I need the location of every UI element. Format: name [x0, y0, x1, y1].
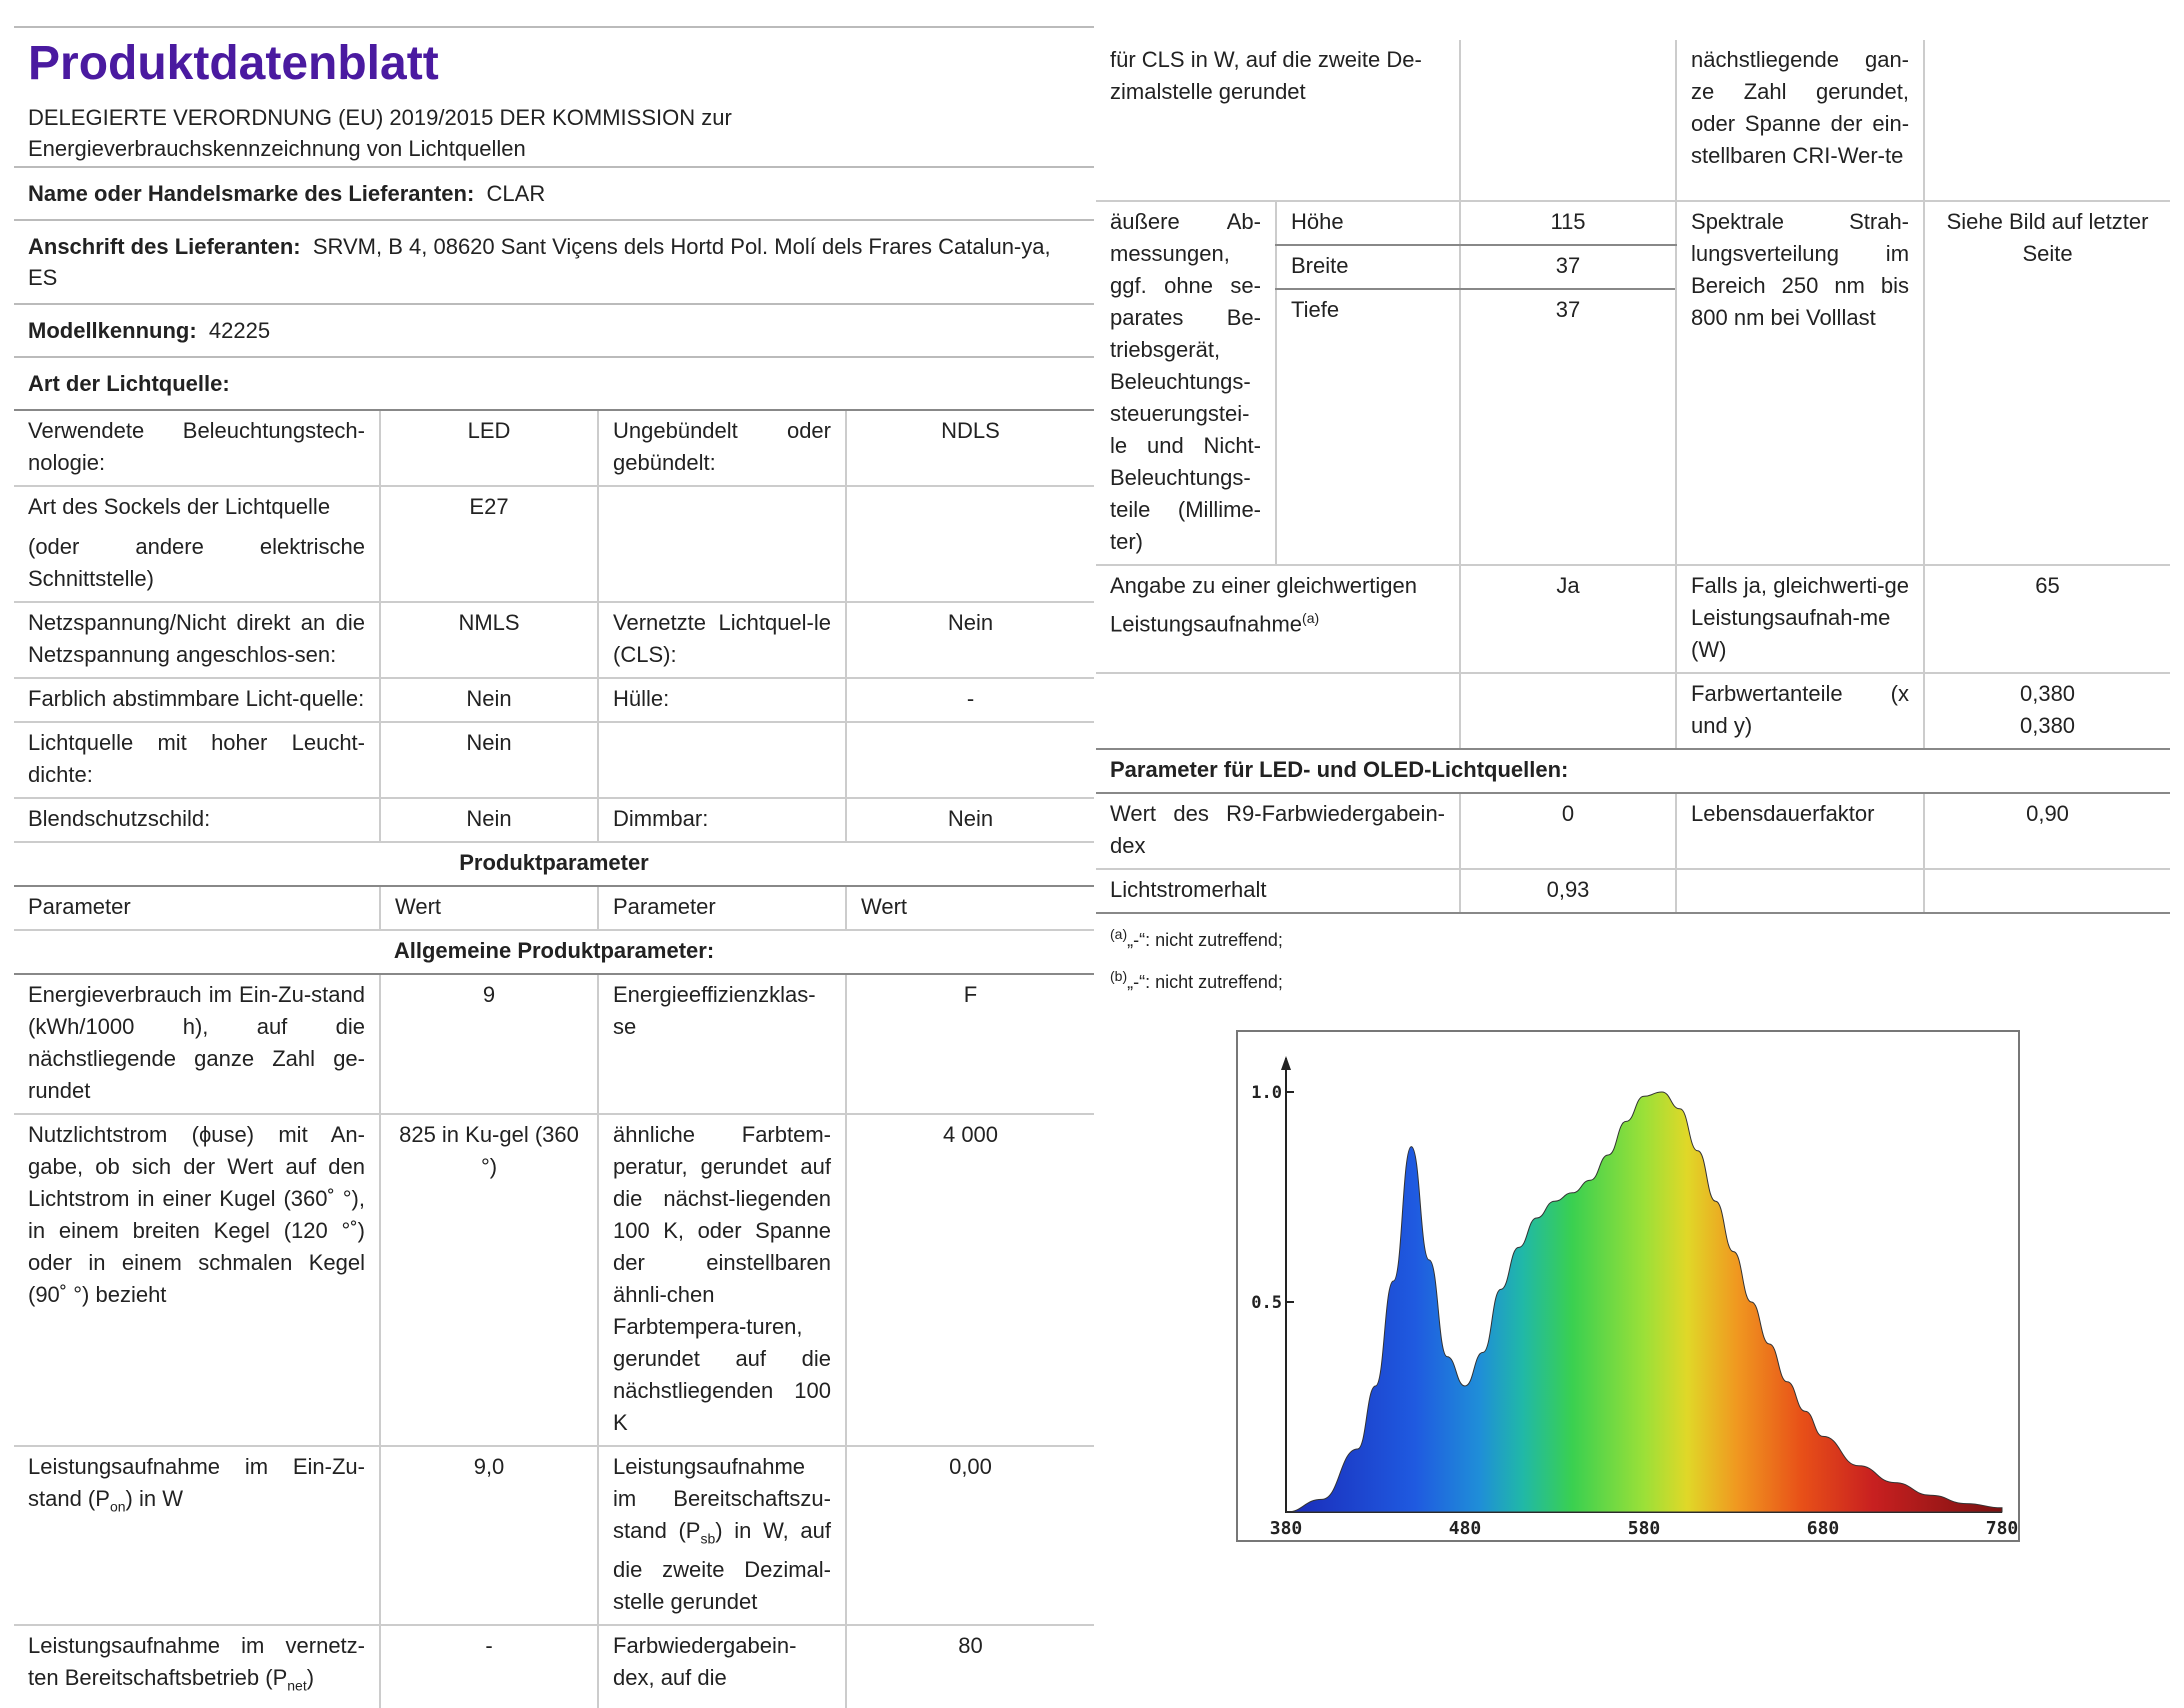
empty-cell — [1460, 40, 1676, 201]
param-value: 0 — [1460, 793, 1676, 869]
table-row — [14, 798, 1094, 842]
y-tick-label: 1.0 — [1251, 1083, 1282, 1103]
param-value: 825 in Ku-gel (360 °) — [380, 1114, 598, 1446]
model-value: 42225 — [208, 318, 271, 343]
table-row — [14, 411, 1094, 486]
regulation-line-2: Energieverbrauchskennzeichnung von Lichtquellen — [28, 136, 526, 161]
spectral-label: Spektrale Strah-lungsverteilung im Bereich 250 nm bis 800 nm bei Volllast — [1676, 201, 1924, 565]
param-value: NMLS — [380, 602, 598, 678]
empty-cell — [1460, 673, 1676, 749]
light-source-type-row — [14, 358, 1094, 411]
param-label — [1096, 565, 1460, 673]
param-value: Ja — [1460, 565, 1676, 673]
section-heading-row — [1096, 749, 2170, 793]
model-row — [14, 305, 1094, 358]
col-header-param-2: Parameter — [598, 886, 846, 930]
param-value: 9,0 — [380, 1446, 598, 1625]
param-label — [14, 486, 380, 602]
subscript: on — [109, 1498, 126, 1515]
table-row — [14, 722, 1094, 798]
col-header-value-2: Wert — [846, 886, 1094, 930]
section-heading-row — [14, 930, 1094, 974]
param-value — [1924, 673, 2170, 749]
footnote-mark: (b) — [1110, 968, 1128, 984]
param-value: Nein — [846, 798, 1094, 842]
subscript: sb — [700, 1530, 716, 1547]
supplier-name-row — [14, 168, 1094, 221]
param-label: Verwendete Beleuchtungstech-nologie: — [14, 411, 380, 486]
chroma-y: 0,380 — [2019, 713, 2076, 738]
light-source-type-label: Art der Lichtquelle: — [28, 371, 230, 396]
footnote-a — [1096, 916, 2170, 958]
col-header-value: Wert — [380, 886, 598, 930]
param-value: 80 — [846, 1625, 1094, 1707]
param-label: Wert des R9-Farbwiedergabein-dex — [1096, 793, 1460, 869]
empty-cell — [1096, 673, 1460, 749]
param-label: für CLS in W, auf die zweite De-zimalstelle gerundet — [1096, 40, 1460, 201]
table-row — [14, 1625, 1094, 1707]
param-value: 0,93 — [1460, 869, 1676, 913]
param-label: Falls ja, gleichwerti-ge Leistungsaufnah-me (W) — [1676, 565, 1924, 673]
dimension-name: Breite — [1276, 245, 1460, 289]
dimension-name: Höhe — [1276, 201, 1460, 245]
param-value: 65 — [1924, 565, 2170, 673]
regulation-line-1: DELEGIERTE VERORDNUNG (EU) 2019/2015 DER KOMMISSION zur — [28, 105, 732, 130]
param-label: Ungebündelt oder gebündelt: — [598, 411, 846, 486]
empty-cell — [1924, 869, 2170, 913]
y-tick-label: 0.5 — [1251, 1293, 1282, 1313]
param-value: - — [380, 1625, 598, 1707]
supplier-name-value: CLAR — [486, 181, 546, 206]
supplier-address-value: SRVM, B 4, 08620 Sant Viçens dels Hortd Pol. Molí dels Frares Catalun-ya, ES — [28, 234, 1051, 290]
param-value: 9 — [380, 974, 598, 1114]
dimensions-label: äußere Ab-messungen, ggf. ohne se-parates Be-triebsgerät, Beleuchtungs-steuerungstei-le und Nicht-Beleuchtungs-teile (Millime-ter) — [1096, 201, 1276, 565]
product-params-heading: Produktparameter — [14, 842, 1094, 886]
param-label: Hülle: — [598, 678, 846, 722]
general-params-heading: Allgemeine Produktparameter: — [14, 930, 1094, 974]
table-row — [1096, 673, 2170, 749]
socket-label: Art des Sockels der Lichtquelle — [28, 494, 331, 519]
spectral-distribution-chart — [1236, 1030, 2022, 1544]
text-part: ) — [306, 1665, 315, 1691]
param-label: Farbwiedergabein-dex, auf die — [598, 1625, 846, 1707]
table-row — [14, 678, 1094, 722]
footnote-text: „-“: nicht zutreffend; — [1127, 930, 1283, 950]
param-label — [598, 486, 846, 602]
param-value — [846, 486, 1094, 602]
right-column — [1096, 0, 2170, 1000]
x-tick-label: 680 — [1806, 1518, 1840, 1539]
supplier-address-row — [14, 221, 1094, 305]
x-tick-label: 480 — [1448, 1518, 1482, 1539]
model-label: Modellkennung: — [28, 318, 197, 343]
page-title: Produktdatenblatt — [28, 37, 439, 90]
led-params-heading: Parameter für LED- und OLED-Lichtquellen: — [1096, 749, 2170, 793]
footnote-text: „-“: nicht zutreffend; — [1127, 972, 1283, 992]
subscript: net — [287, 1677, 307, 1694]
light-source-table — [14, 411, 1094, 1708]
x-tick-label: 580 — [1627, 1518, 1661, 1539]
dimension-value: 37 — [1460, 245, 1676, 289]
param-label: Farbwertanteile (x und y) — [1676, 673, 1924, 749]
footnote-mark: (a) — [1110, 926, 1128, 942]
param-label: Dimmbar: — [598, 798, 846, 842]
supplier-name-label: Name oder Handelsmarke des Lieferanten: — [28, 181, 475, 206]
table-row — [14, 602, 1094, 678]
param-label: Lebensdauerfaktor — [1676, 793, 1924, 869]
chroma-x: 0,380 — [2019, 681, 2076, 706]
param-label: ähnliche Farbtem-peratur, gerundet auf die nächst-liegenden 100 K, oder Spanne der einstellbaren ähnli-chen Farbtempera-turen, gerundet auf die nächstliegenden 100 K — [598, 1114, 846, 1446]
param-label — [14, 1625, 380, 1707]
param-value: Nein — [380, 722, 598, 798]
left-column — [14, 0, 1094, 1708]
right-table — [1096, 40, 2170, 914]
table-row — [14, 486, 1094, 602]
param-value: NDLS — [846, 411, 1094, 486]
table-row — [1096, 40, 2170, 201]
param-label: Energieeffizienzklas-se — [598, 974, 846, 1114]
param-value: Nein — [380, 678, 598, 722]
text-part: ) in W, auf die zweite Dezimal-stelle gerundet — [613, 1518, 831, 1615]
table-row — [14, 1114, 1094, 1446]
supplier-address-label: Anschrift des Lieferanten: — [28, 234, 301, 259]
section-heading-row — [14, 842, 1094, 886]
param-value: - — [846, 678, 1094, 722]
table-row — [1096, 869, 2170, 913]
text-part: Leistungsaufnahme im Bereitschaftszu-stand (P — [613, 1454, 831, 1543]
equiv-label: Angabe zu einer gleichwertigen Leistungsaufnahme — [1110, 573, 1417, 637]
param-label — [598, 722, 846, 798]
table-row — [1096, 201, 2170, 245]
dimension-name: Tiefe — [1276, 289, 1460, 565]
dimension-value: 115 — [1460, 201, 1676, 245]
spectral-value: Siehe Bild auf letzter Seite — [1924, 201, 2170, 565]
param-value: 4 000 — [846, 1114, 1094, 1446]
table-row — [1096, 565, 2170, 673]
param-label: Lichtquelle mit hoher Leucht-dichte: — [14, 722, 380, 798]
param-label: Blendschutzschild: — [14, 798, 380, 842]
param-value — [846, 722, 1094, 798]
dimension-value: 37 — [1460, 289, 1676, 565]
footnote-b — [1096, 958, 2170, 1000]
table-row — [14, 1446, 1094, 1625]
param-value: Nein — [846, 602, 1094, 678]
x-tick-label: 780 — [1985, 1518, 2019, 1539]
param-value: E27 — [380, 486, 598, 602]
param-label: Lichtstromerhalt — [1096, 869, 1460, 913]
empty-cell — [1924, 40, 2170, 201]
param-label — [598, 1446, 846, 1625]
col-header-param: Parameter — [14, 886, 380, 930]
param-label: Netzspannung/Nicht direkt an die Netzspannung angeschlos-sen: — [14, 602, 380, 678]
param-value: Nein — [380, 798, 598, 842]
param-label: Farblich abstimmbare Licht-quelle: — [14, 678, 380, 722]
param-label: nächstliegende gan-ze Zahl gerundet, oder Spanne der ein-stellbaren CRI-Wer-te — [1676, 40, 1924, 201]
param-label — [14, 1446, 380, 1625]
param-label: Energieverbrauch im Ein-Zu-stand (kWh/1000 h), auf die nächstliegende ganze Zahl ge-rundet — [14, 974, 380, 1114]
param-label: Vernetzte Lichtquel-le (CLS): — [598, 602, 846, 678]
table-row — [1096, 793, 2170, 869]
text-part: ) in W — [125, 1486, 183, 1511]
param-value: 0,00 — [846, 1446, 1094, 1625]
param-value: 0,90 — [1924, 793, 2170, 869]
param-value: F — [846, 974, 1094, 1114]
param-value: LED — [380, 411, 598, 486]
param-label: Nutzlichtstrom (ϕuse) mit An-gabe, ob sich der Wert auf den Lichtstrom in einer Kugel (360˚ °), in einem breiten Kegel (120 °˚) oder in einem schmalen Kegel (90˚ °) bezieht — [14, 1114, 380, 1446]
text-part: Leistungsaufnahme im Ein-Zu-stand (P — [28, 1454, 365, 1511]
top-rule — [14, 26, 1094, 28]
column-header-row — [14, 886, 1094, 930]
table-row — [14, 974, 1094, 1114]
empty-cell — [1676, 869, 1924, 913]
socket-label-sub: (oder andere elektrische Schnittstelle) — [28, 534, 365, 591]
footnote-ref: (a) — [1302, 610, 1320, 626]
text-part: Leistungsaufnahme im vernetz-ten Bereitschaftsbetrieb (P — [28, 1633, 365, 1691]
x-tick-label: 380 — [1269, 1518, 1303, 1539]
